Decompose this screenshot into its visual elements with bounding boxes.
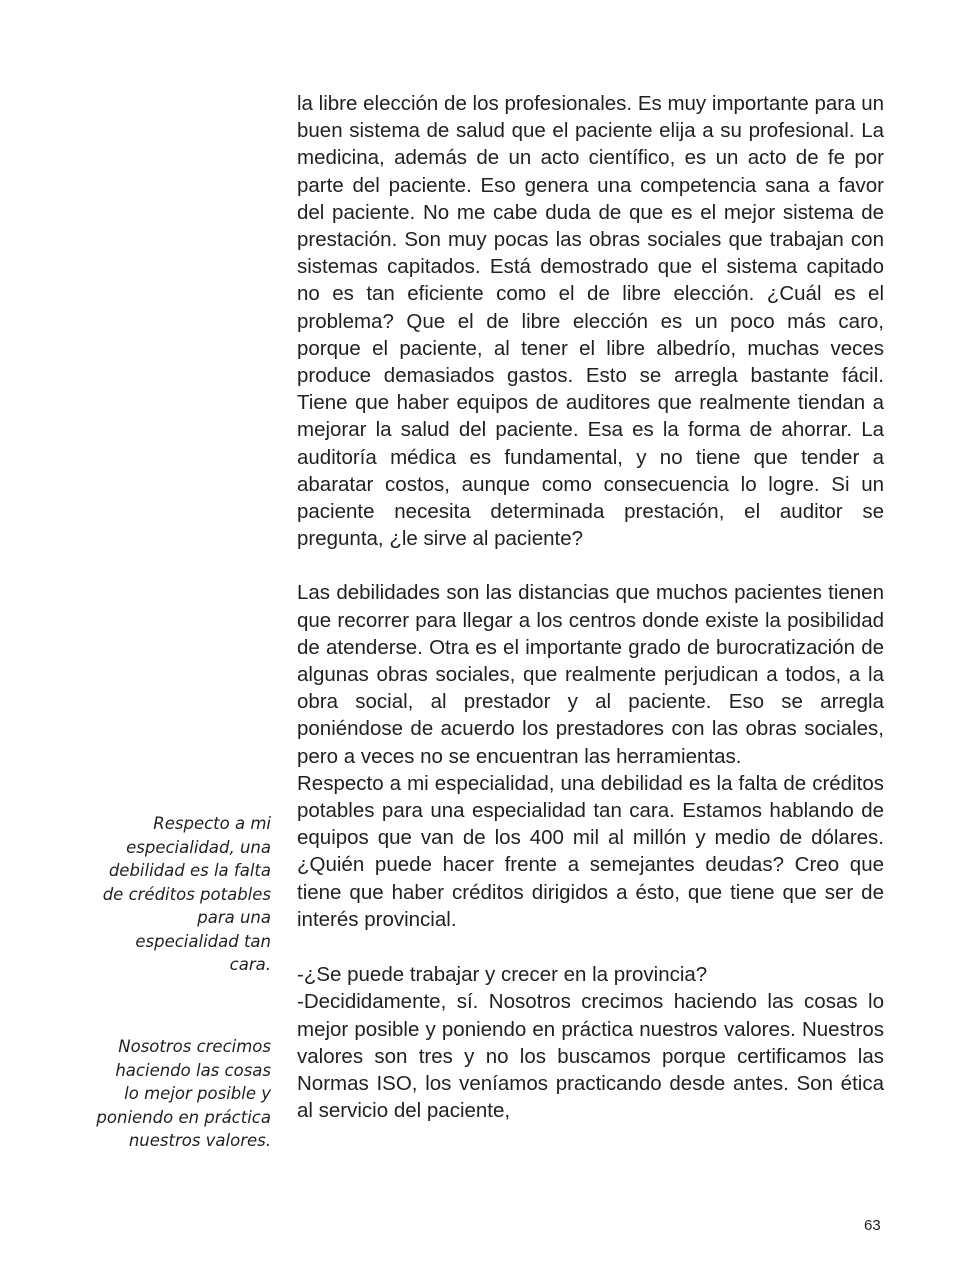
- interview-question: -¿Se puede trabajar y crecer en la provincia?: [297, 963, 708, 987]
- body-paragraph: la libre elección de los profesionales. Es muy importante para un buen sistema de salud que el paciente elija a su profesional. La medicina, además de un acto científico, es un acto de fe por parte del paciente. Eso genera una competencia sana a favor del paciente. No me cabe duda de que es el mejor sistema de prestación. Son muy pocas las obras sociales que trabajan con sistemas capitados. Está demostrado que el sistema capitado no es tan eficiente como el de libre elección. ¿Cuál es el problema? Que el de libre elección es un poco más caro, porque el paciente, al tener el libre albedrío, muchas veces produce demasiados gastos. Esto se arregla bastante fácil. Tiene que haber equipos de auditores que realmente tiendan a mejorar la salud del paciente. Esa es la forma de ahorrar. La auditoría médica es fundamental, y no tiene que tender a abaratar costos, aunque como consecuencia lo logre. Si un paciente necesita determinada prestación, el auditor se pregunta, ¿le sirve al paciente?: [297, 92, 884, 551]
- interview-answer: -Decididamente, sí. Nosotros crecimos haciendo las cosas lo mejor posible y poniendo en práctica nuestros valores. Nuestros valores son tres y no los buscamos porque certificamos las Normas ISO, los veníamos practicando desde antes. Son ética al servicio del paciente,: [297, 990, 884, 1123]
- main-text-column: [297, 90, 884, 1124]
- body-paragraph: Respecto a mi especialidad, una debilidad es la falta de créditos potables para una especialidad tan cara. Estamos hablando de equipos que van de los 400 mil al millón y medio de dólares. ¿Quién puede hacer frente a semejantes deudas? Creo que tiene que haber créditos dirigidos a ésto, que tiene que ser de interés provincial.: [297, 771, 884, 931]
- page-number: 63: [864, 1217, 881, 1234]
- pull-quote: Nosotros crecimos haciendo las cosas lo mejor posible y poniendo en práctica nuestros valores.: [96, 1037, 271, 1150]
- body-paragraph: Las debilidades son las distancias que muchos pacientes tienen que recorrer para llegar a los centros donde existe la posibilidad de atenderse. Otra es el importante grado de burocratización de algunas obras sociales, que realmente perjudican a todos, a la obra social, al prestador y al paciente. Eso se arregla poniéndose de acuerdo los prestadores con las obras sociales, pero a veces no se encuentran las herramientas.: [297, 581, 884, 768]
- pull-quote: Respecto a mi especialidad, una debilidad es la falta de créditos potables para una especialidad tan cara.: [102, 814, 271, 974]
